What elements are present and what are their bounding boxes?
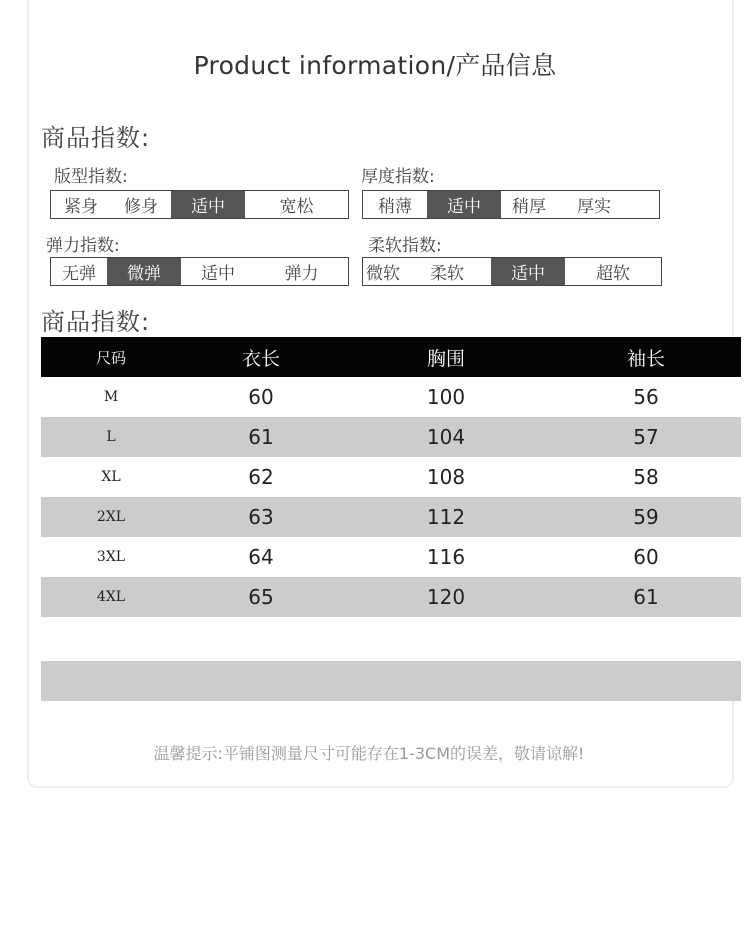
table-row-empty xyxy=(41,617,741,661)
table-row xyxy=(41,457,741,497)
softness-option-super: 超软 xyxy=(596,264,630,284)
softness-index-scale xyxy=(362,257,662,286)
cell-length: 62 xyxy=(248,465,274,489)
cell-chest: 116 xyxy=(426,545,466,569)
cell-length: 64 xyxy=(248,545,274,569)
elasticity-option-none: 无弹 xyxy=(62,264,96,284)
cell-size: 3XL xyxy=(96,549,126,565)
fit-index-label: 版型指数: xyxy=(54,167,128,187)
size-heading: 商品指数: xyxy=(41,308,151,336)
table-row xyxy=(41,577,741,617)
elasticity-option-stretch: 弹力 xyxy=(284,264,319,284)
cell-sleeve: 60 xyxy=(633,545,659,569)
table-row xyxy=(41,417,741,457)
cell-size: 4XL xyxy=(96,589,126,605)
elasticity-index-label: 弹力指数: xyxy=(46,236,120,256)
thickness-option-thick: 厚实 xyxy=(577,197,611,217)
elasticity-option-medium: 适中 xyxy=(201,264,235,284)
cell-size: XL xyxy=(101,469,121,485)
thickness-option-thicker: 稍厚 xyxy=(512,197,546,217)
cell-length: 63 xyxy=(248,505,274,529)
cell-size: M xyxy=(103,389,119,405)
elasticity-index-scale xyxy=(50,257,349,286)
cell-sleeve: 61 xyxy=(633,585,659,609)
header-length: 衣长 xyxy=(241,347,280,370)
fit-option-loose: 宽松 xyxy=(279,197,314,217)
cell-length: 65 xyxy=(248,585,274,609)
table-row-empty xyxy=(41,661,741,701)
softness-option-soft: 柔软 xyxy=(430,264,464,284)
thickness-index-scale xyxy=(362,190,660,219)
header-chest: 胸围 xyxy=(426,347,465,370)
page-title: Product information/产品信息 xyxy=(193,51,557,80)
header-size: 尺码 xyxy=(95,348,126,367)
fit-option-slim: 修身 xyxy=(124,197,158,217)
softness-option-medium: 适中 xyxy=(491,258,565,285)
cell-length: 61 xyxy=(248,425,274,449)
cell-sleeve: 56 xyxy=(633,385,659,409)
cell-chest: 108 xyxy=(426,465,466,489)
softness-index-label: 柔软指数: xyxy=(368,236,442,256)
measurement-note: 温馨提示:平铺图测量尺寸可能存在1-3CM的误差，敬请谅解! xyxy=(153,744,585,763)
cell-chest: 100 xyxy=(426,385,466,409)
elasticity-option-slight: 微弹 xyxy=(107,258,181,285)
cell-sleeve: 59 xyxy=(633,505,659,529)
cell-size: L xyxy=(106,429,116,445)
fit-option-regular: 适中 xyxy=(171,191,245,218)
cell-sleeve: 58 xyxy=(633,465,659,489)
thickness-option-medium: 适中 xyxy=(427,191,501,218)
size-table xyxy=(41,337,741,701)
cell-chest: 120 xyxy=(426,585,466,609)
thickness-option-thin: 稍薄 xyxy=(378,197,412,217)
fit-index-scale xyxy=(50,190,349,219)
table-row xyxy=(41,497,741,537)
cell-sleeve: 57 xyxy=(633,425,659,449)
cell-length: 60 xyxy=(248,385,274,409)
size-table-header xyxy=(41,337,741,377)
softness-option-slight: 微软 xyxy=(366,264,400,284)
cell-chest: 112 xyxy=(426,505,466,529)
cell-chest: 104 xyxy=(426,425,466,449)
table-row xyxy=(41,537,741,577)
cell-size: 2XL xyxy=(96,509,126,525)
index-heading: 商品指数: xyxy=(41,124,151,152)
table-row xyxy=(41,377,741,417)
fit-option-tight: 紧身 xyxy=(64,197,98,217)
header-sleeve: 袖长 xyxy=(626,347,665,370)
thickness-index-label: 厚度指数: xyxy=(361,167,435,187)
